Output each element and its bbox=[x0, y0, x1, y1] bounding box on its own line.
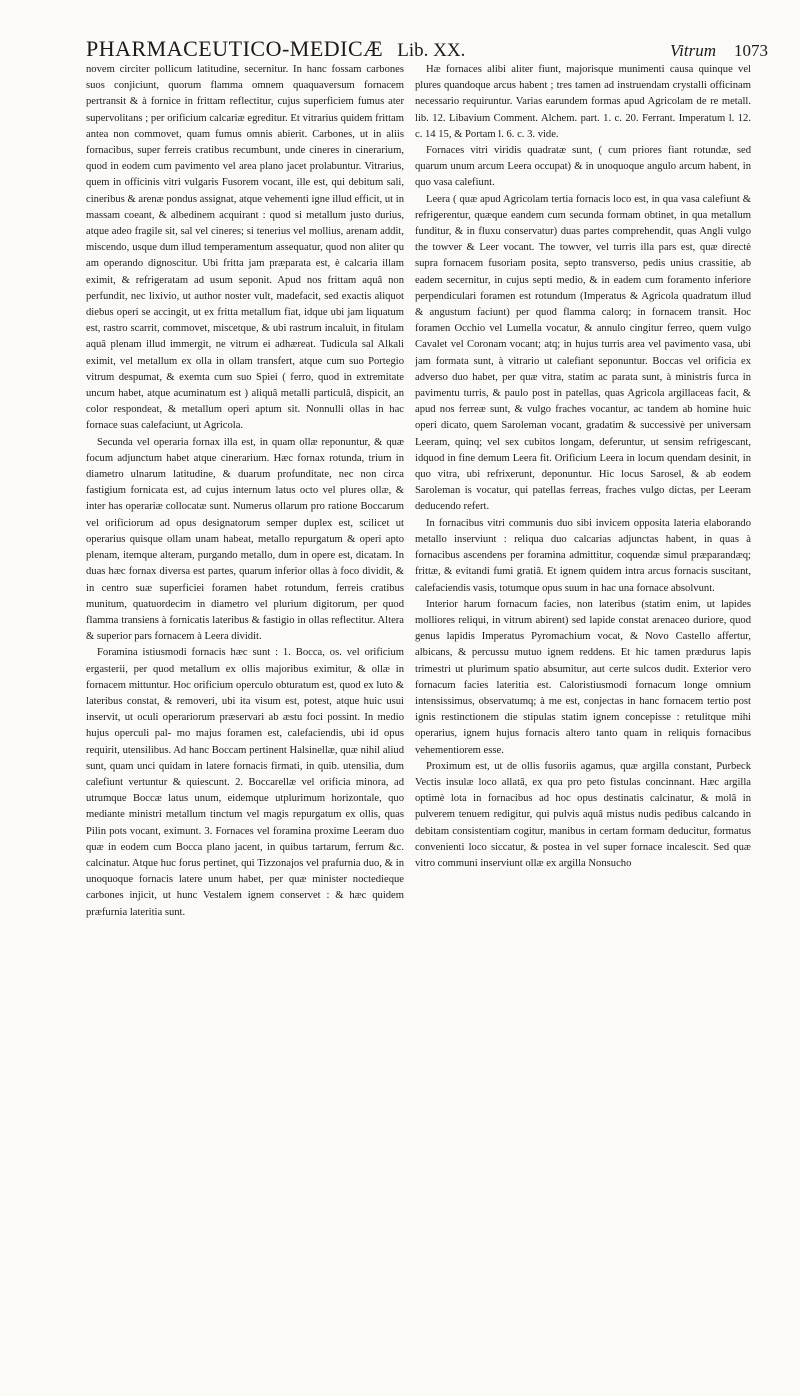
section-title: Vitrum bbox=[670, 41, 716, 60]
paragraph: Interior harum fornacum facies, non lateribus (statim enim, ut lapides molliores reliqui, in vitrum abirent) sed lapide constat arenaceo duriore, quod genus lapidis Imperatus Pyromachium vocat, & Novo Castello affertur, albicans, & percussu mutuo ignem reddens. Et hic tamen prædurus lapis trimestri ut plurimum spatio absumitur, aut certe sulcos dudit. Exterior vero fornacum facies lateritia est. Caloristiusmodi fornacum longe omnium intensissimus, observatumq; à me est, conjectas in hanc fornacem tertio post ignis restinctionem die stipulas statim ignem concepisse : retulitque mihi operarius, ignem hujus fornacis altero tanto quam in reliquis fornacibus vehementiorem esse. bbox=[415, 598, 751, 756]
running-title: PHARMACEUTICO-MEDICÆ bbox=[86, 36, 384, 61]
paragraph: Secunda vel operaria fornax illa est, in quam ollæ reponuntur, & quæ focum adjunctum habet atque cinerarium. Hæc fornax rotunda, trium in diametro ulnarum latitudine, & duarum profunditate, nec non circa fastigium fornicata est, ad cujus internum latus octo vel plures ollæ, & inter has operariæ collocatæ sunt. Numerus ollarum pro ratione Boccarum vel orificiorum ad opus designatorum semper duplex est, scilicet ut operarius quisque ollam unam habeat, metallo repurgatum & operi apto plenam, itemque alteram, purgando metallo, dum in opere est, dicatam. In duas hæc fornax diversa est partes, quarum inferior ollas à foco dividit, & in centro suæ superficiei foramen habet rotundum, ferreis cratibus munitum, quatuordecim in diametro vel plurium digitorum, per quod flamma transiens à fornicatis lateribus & fastigio in ollas reflectitur. Altera & superior pars fornacem à Leera dividit. bbox=[86, 436, 404, 643]
paragraph: Proximum est, ut de ollis fusoriis agamus, quæ argilla constant, Purbeck Vectis insulæ loco allatâ, ex qua pro peto fistulas concinnant. Hæc argilla optimè lota in fornacibus ad hoc opus destinatis calcinatur, & molâ in pulverem tenuem redigitur, qui pulvis aquâ mistus nudis pedibus calcando in debitam consistentiam cogitur, manibus in certam formam deducitur, formatus convenienti loco siccatur, & postea in vel super fornace incalescit. Sed quæ vitro communi inserviunt ollæ ex argilla Nonsucho bbox=[415, 760, 751, 869]
paragraph: novem circiter pollicum latitudine, secernitur. In hanc fossam carbones suos conjiciunt, quorum flamma omnem quaquaversum fornacem pertransit & à fornice in frittam reflectitur, cujus superficiem fumus ater supervolitans ; per orificium calcariæ egreditur. Et vitrarius quidem frittam antea non commovet, quam fumus omnis abierit. Carbones, ut in aliis fornacibus, super ferreis cratibus recumbunt, unde cineres in cinerarium, quod in eodem cum pavimento vel area plano jacet prolabuntur. Vitrarius, quem in officinis vitri vulgaris Fusorem vocant, ille est, qui debitum sali, cineribus & arenæ pondus assignat, atque vehementi igne illud efficit, ut in massam coeant, & albedinem acquirant : quod si metallum justo durius, atque adeo fragile sit, sal vel cineres; si tenerius vel mollius, arenam addit, miscendo, usque dum illud temperamentum assequatur, quod non aliter qu am operando dignoscitur. Ubi fritta jam præparata est, è calcaria illam eximit, & refrigeratam ad usum seponit. Apud nos frittam aquâ non perfundit, nec lixivio, ut author noster vult, madefacit, sed exactis aliquot diebus operi se accingit, ut ex fritta metallum fiat, idque ubi jam liquatum est, rastro scarrit, commovet, miscetque, & ubi rastrum incaluit, in fitulam aquâ plenam illud immergit, ne vitrum ei adhæreat. Tudicula sal Alkali eximit, vel metallum ex olla in ollam transfert, atque cum suo Portegio vitrum despumat, & exemta cum suo Spiei ( ferro, quod in extremitate uncum habet, atque acuminatum est ) aliquâ metalli particulâ, dispicit, an color respondeat, & metallum operi aptum sit. Nonnulli ollas in hac fornace suas calefaciunt, ut Agricola. bbox=[86, 64, 404, 432]
paragraph: Fornaces vitri viridis quadratæ sunt, ( cum priores fiant rotundæ, sed quarum unum arcum Leera occupat) & in unoquoque angulo arcum habent, in quo vasa calefiunt. bbox=[415, 145, 751, 189]
paragraph: Foramina istiusmodi fornacis hæc sunt : 1. Bocca, os. vel orificium ergasterii, per quod metallum ex ollis majoribus eximitur, & ollæ in fornacem mittuntur. Hoc orificium operculo obturatum est, quod ex luto & lateribus constat, & removeri, ubi ita visum est, potest, atque huic usui inservit, ut oculi operariorum præservari ab æstu foci possint. In medio hujus operculi pal- mo majus foramen est, calefaciendis, ubi id opus requirit, utensilibus. Ad hanc Boccam pertinent Halsinellæ, quæ nihil aliud sunt, quam unci quidam in latere fornacis firmati, in quib. utensilia, dum calefiunt vertuntur & quiescunt. 2. Boccarellæ vel orificia minora, ad utrumque Boccæ latus unum, eidemque utplurimum horizontale, quo mediante ministri metallum tinctum vel magis repurgatum ex ollis, quas Pilin pots vocant, eximunt. 3. Fornaces vel foramina proxime Leeram duo quæ in eodem cum Bocca plano jacent, in quibus tartarum, ferrum &c. calcinatur. Atque huc forus pertinet, qui Tizzonajos vel prafurnia duo, & in unoquoque fornacis latere unum habet, per quæ minister noctedieque carbones injicit, ut hunc Vestalem ignem conservet : & hæc quidem præfurnia lateritia sunt. bbox=[86, 647, 404, 918]
paragraph: Leera ( quæ apud Agricolam tertia fornacis loco est, in qua vasa calefiunt & refrigerentur, quæque eandem cum secunda formam obtinet, in qua metallum funditur, & in fluxu conservatur) duas partes comprehendit, quas Angli vulgo the towver & Leer vocant. The towver, vel turris illa pars est, quæ directè supra fornacem fusoriam posita, septo transverso, pedis unius crassitie, ab eadem secernitur, in cujus septi medio, & in eadem cum foramento inferiore perpendiculari foramen est rotundum (Imperatus & Agricola quadratum illud & angustum faciunt) per quod flamma calorq; in fornacem transit. Hoc foramen Occhio vel Lumella vocatur, & annulo cingitur ferreo, quem vulgo Cavalet vel Coronam vocant; atq; in hujus turris area vel pavimento vasa, ubi jam formata sunt, à vitrario ut calefiant seponuntur. Boccas vel orificia ex adverso duo habet, per quæ vitra, statim ac parata sunt, à ministris furca in pavimentu turris, & paulo post in patellas, quas Agricola argillaceas facit, & apud nos ferreæ sunt, & vulgo fraches vocantur, ac tandem ab homine huic operi dicato, quem Saroleman vocant, gradatim & successivè per universam Leeram, quinq; vel sex cubitos longam, deferuntur, ut sensim refrigescant, idquod in fine demum Leera fit. Orificium Leera in locum quendam desinit, in quo vitra, ubi refrixerunt, deponuntur. Hic locus Sarosel, & ab eodem Saroleman is vocatur, qui patellas ferreas, fraches vulgo dictas, per Leeram deducendo refert. bbox=[415, 193, 751, 513]
right-column bbox=[415, 62, 751, 1134]
paragraph: Hæ fornaces alibi aliter fiunt, majorisque munimenti causa quinque vel plures quandoque arcus habent ; tres tamen ad instruendam crystalli officinam necessario requiruntur. Varias earundem formas apud Agricolam de re metall. lib. 12. Libavium Comment. Alchem. part. 1. c. 20. Ferrant. Imperatum l. 12. c. 14 15, & Portam l. 6. c. 3. vide. bbox=[415, 64, 751, 140]
left-column bbox=[86, 62, 404, 1134]
book-number: Lib. XX. bbox=[397, 40, 466, 61]
page-number: 1073 bbox=[734, 41, 768, 60]
paragraph: In fornacibus vitri communis duo sibi invicem opposita lateria elaborando metallo inserviunt : reliqua duo calcarias adjunctas habent, in quas à fornacibus ascendens per foramina admittitur, coquendæ simul præparandæq; frittæ, & evitandi fumi gratiâ. Et ignem quidem intra arcus fornacis suscitant, calefaciendis vasis, totumque opus suum in hac una fornace absolvunt. bbox=[415, 517, 751, 594]
